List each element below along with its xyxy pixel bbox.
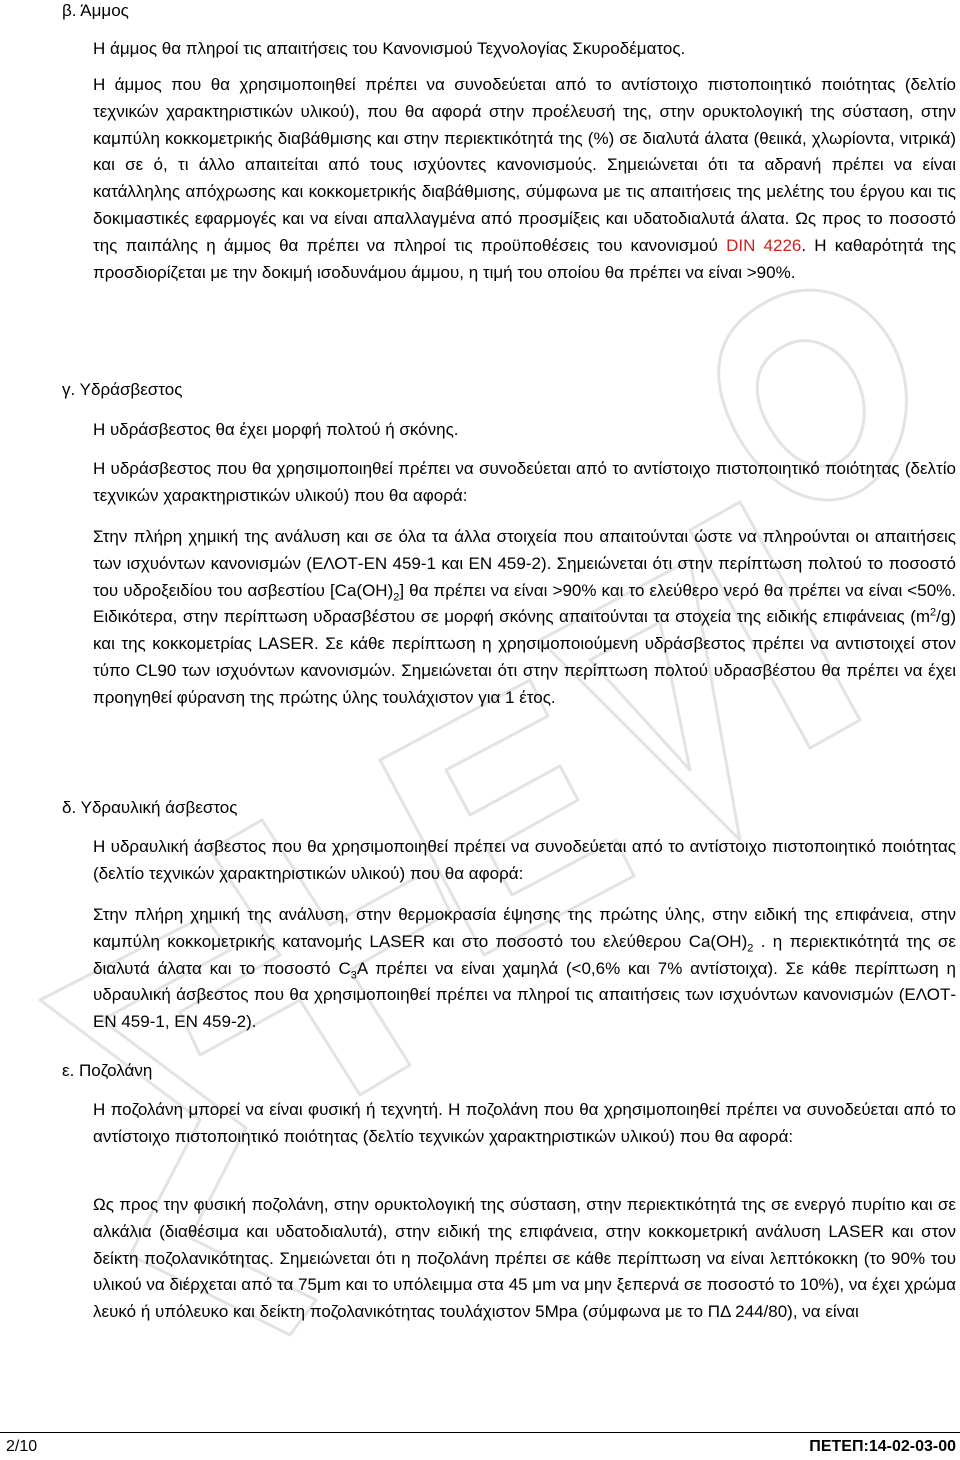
din-standard-reference: DIN 4226: [726, 235, 802, 255]
paragraph-delta-1: [93, 834, 956, 888]
section-heading-beta: β. Άμμος: [62, 1, 129, 20]
paragraph-text: Στην πλήρη χημική της ανάλυση, στην θερμοκρασία έψησης της πρώτης ύλης, στην ειδική της επιφάνεια, στην καμπύλη κοκκομετρικής κατανομής LASER και στο ποσοστό του ελεύθερου Ca(OH): [93, 905, 956, 951]
paragraph-text: Η υδράσβεστος θα έχει μορφή πολτού ή σκόνης.: [93, 420, 459, 439]
section-heading-gamma: γ. Υδράσβεστος: [62, 380, 183, 399]
paragraph-text: Η υδράσβεστος που θα χρησιμοποιηθεί πρέπει να συνοδεύεται από το αντίστοιχο πιστοποιητικό ποιότητας (δελτίο τεχνικών χαρακτηριστικών υλικού) που θα αφορά:: [93, 459, 956, 505]
section-heading-epsilon: ε. Ποζολάνη: [62, 1061, 153, 1080]
paragraph-text: . Η καθαρότητά της προσδιορίζεται με την δοκιμή ισοδυνάμου άμμου, η τιμή του οποίου θα πρέπει να είναι >90%.: [93, 235, 956, 282]
paragraph-text: Ως προς την φυσική ποζολάνη, στην ορυκτολογική της σύσταση, στην περιεκτικότητά της σε ενεργό πυρίτιο και σε αλκάλια (διαθέσιμα και υδατοδιαλυτά), στην ειδική της επιφάνεια, στην κοκκομετρική ανάλυση LASER και στον δείκτη ποζολανικότητας. Σημειώνεται ότι η ποζολάνη πρέπει σε κάθε περίπτωση να είναι λεπτόκοκκη (το 90% του υλικού να διέρχεται από τα 75μm και το υπόλειμμα στα 45 μm να μην ξεπερνά σε ποσοστό το 10%), να έχει χρώμα λευκό ή υπόλευκο και δείκτη ποζολανικότητας τουλάχιστον 5Mpa (σύμφωνα με το ΠΔ 244/80), να είναι: [93, 1195, 956, 1322]
paragraph-gamma-2: [93, 456, 956, 510]
paragraph-epsilon-1: [93, 1097, 956, 1151]
paragraph-epsilon-2: [93, 1192, 956, 1326]
paragraph-text: Η ποζολάνη μπορεί να είναι φυσική ή τεχνητή. Η ποζολάνη που θα χρησιμοποιηθεί πρέπει να συνοδεύεται από το αντίστοιχο πιστοποιητικό ποιότητας (δελτίο τεχνικών χαρακτηριστικών υλικού) που θα αφορά:: [93, 1100, 956, 1146]
paragraph-text: /g) και της κοκκομετρίας LASER. Σε κάθε περίπτωση η χρησιμοποιούμενη υδράσβεστος πρέπει να αντιστοιχεί στον τύπο CL90 των ισχυόντων κανονισμών. Σημειώνεται ότι στην περίπτωση πολτού υδρασβέστου θα πρέπει να έχει προηγηθεί φύρανση της πρώτης ύλης τουλάχιστον για 1 έτος.: [93, 607, 956, 707]
paragraph-gamma-1: [93, 417, 956, 444]
paragraph-text: Η άμμος που θα χρησιμοποιηθεί πρέπει να συνοδεύεται από το αντίστοιχο πιστοποιητικό ποιότητας (δελτίο τεχνικών χαρακτηριστικών υλικού), που θα αφορά στην προέλευσή της, στην ορυκτολογική της σύσταση, στην καμπύλη κοκκομετρικής διαβάθμισης και στην περιεκτικότητά της (%) σε διαλυτά άλατα (θειικά, χλωρίοντα, νιτρικά) και σε ό, τι άλλο απαιτείται από τους ισχύοντες κανονισμούς. Σημειώνεται ότι τα αδρανή πρέπει να είναι κατάλληλης απόχρωσης και κοκκομετρικής διαβάθμισης, σύμφωνα με τις απαιτήσεις της μελέτης του έργου και τις δοκιμαστικές εφαρμογές και να είναι απαλλαγμένα από προσμίξεις και υδατοδιαλυτά άλατα. Ως προς το ποσοστό της παιπάλης η άμμος θα πρέπει να πληροί τις προϋποθέσεις του κανονισμού: [93, 75, 956, 255]
paragraph-text: Η υδραυλική άσβεστος που θα χρησιμοποιηθεί πρέπει να συνοδεύεται από το αντίστοιχο πιστοποιητικό ποιότητας (δελτίο τεχνικών χαρακτηριστικών υλικού) που θα αφορά:: [93, 837, 956, 883]
subscript: 2: [393, 590, 400, 603]
paragraph-beta-1: [93, 36, 956, 63]
paragraph-text: Η άμμος θα πληροί τις απαιτήσεις του Κανονισμού Τεχνολογίας Σκυροδέματος.: [93, 39, 686, 58]
paragraph-text: ] θα πρέπει να είναι >90% και το ελεύθερο νερό θα πρέπει να είναι <50%. Ειδικότερα, στην περίπτωση υδρασβέστου σε μορφή σκόνης απαιτούνται τα στοχεία της ειδικής επιφάνειας (m: [93, 580, 956, 627]
paragraph-text: . η περιεκτικότητά της σε διαλυτά άλατα και το ποσοστό C: [93, 931, 956, 978]
footer-divider: [0, 1432, 960, 1433]
document-code: ΠΕΤΕΠ:14-02-03-00: [809, 1438, 956, 1455]
paragraph-gamma-3: [93, 524, 956, 712]
subscript: 2: [747, 942, 754, 955]
paragraph-delta-2: [93, 902, 956, 1036]
paragraph-beta-2: [93, 72, 956, 286]
subscript: 3: [350, 968, 357, 981]
superscript: 2: [930, 606, 937, 619]
page-number: 2/10: [6, 1438, 38, 1455]
paragraph-text: A πρέπει να είναι χαμηλά (<0,6% και 7% αντίστοιχα). Σε κάθε περίπτωση η υδραυλική άσβεστος που θα χρησιμοποιηθεί πρέπει να πληροί τις απαιτήσεις των ισχυόντων κανονισμών (ΕΛΟΤ-ΕΝ 459-1, ΕΝ 459-2).: [93, 958, 957, 1032]
paragraph-text: Στην πλήρη χημική της ανάλυση και σε όλα τα άλλα στοιχεία που απαιτούνται ώστε να πληρούνται οι απαιτήσεις των ισχυόντων κανονισμών (ΕΛΟΤ-ΕΝ 459-1 και ΕΝ 459-2). Σημειώνεται ότι στην περίπτωση πολτού το ποσοστό του υδροξειδίου του ασβεστίου [Ca(OH): [93, 527, 956, 600]
section-heading-delta: δ. Υδραυλική άσβεστος: [62, 798, 238, 817]
